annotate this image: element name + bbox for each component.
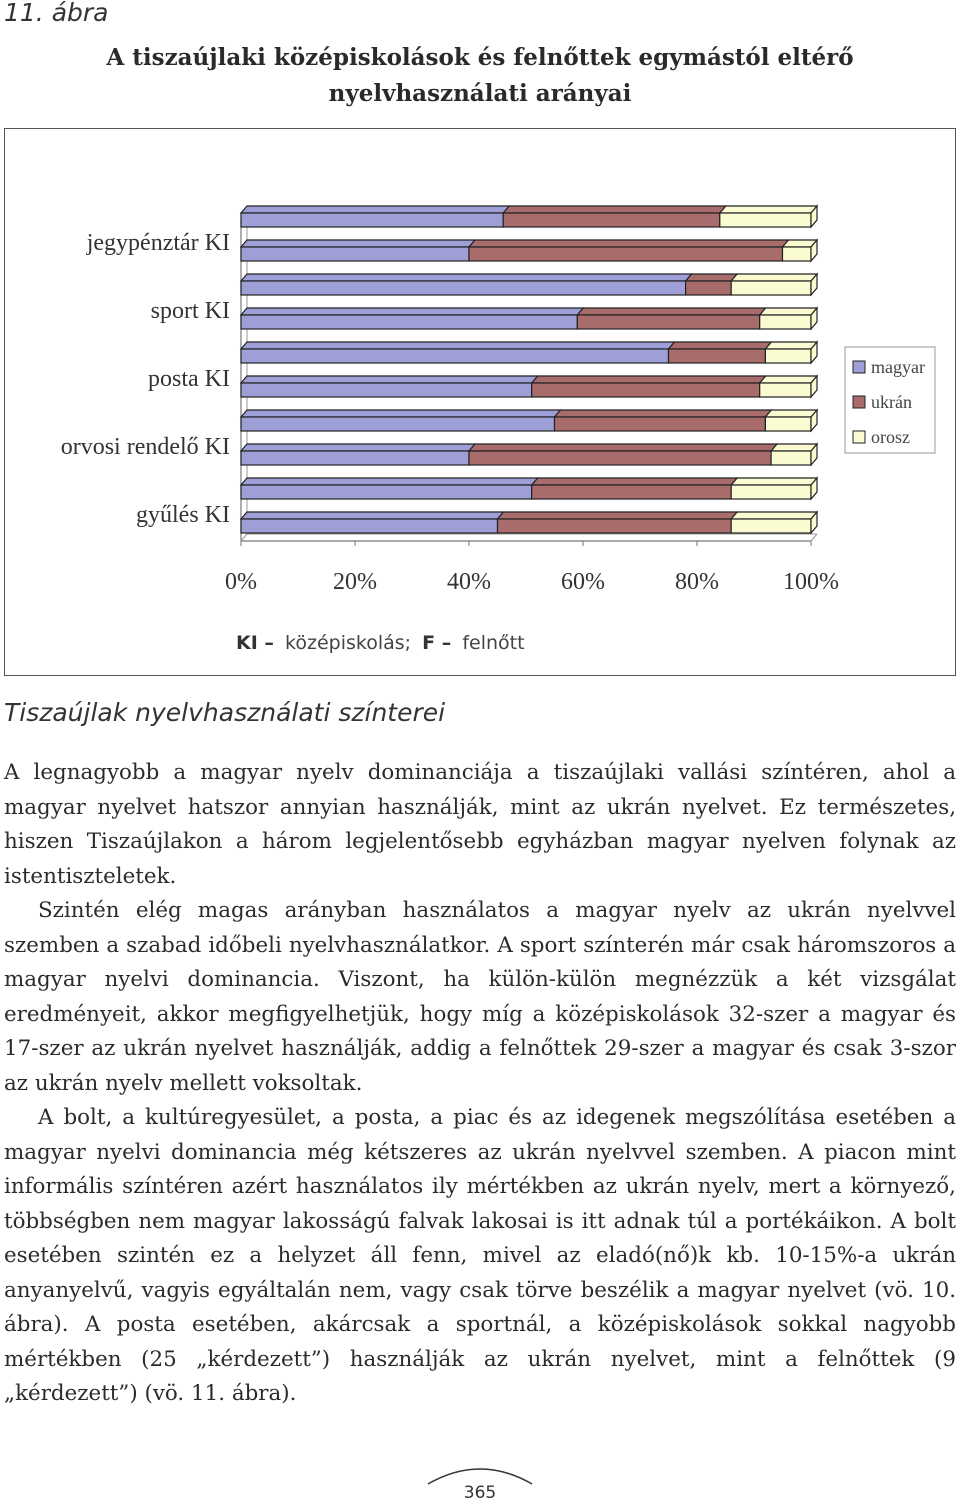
x-tick-label: 80% xyxy=(675,569,719,595)
bar-group xyxy=(241,444,817,465)
page-number: 365 xyxy=(463,1483,497,1503)
bar-segment xyxy=(731,281,811,295)
bar-top-face xyxy=(241,240,475,247)
paragraph-3: A bolt, a kultúregyesület, a posta, a piac és az idegenek megszólítása esetében a magyar nyelvi dominancia még kétszeres az ukrán nyelvvel szemben. A piacon mint informális színtéren azért használatos ily mértékben az ukrán nyelv, mert a környező, többségben nem magyar lakosságú falvak lakosai is itt adnak túl a portékáikon. A bolt esetében szintén ez a helyzet áll fenn, mivel az eladó(nő)k kb. 10-15%-a ukrán anyanyelvű, vagyis egyáltalán nem, vagy csak törve beszélik a magyar nyelvet (vö. 10. ábra). A posta esetében, akárcsak a sportnál, a középiskolások sokkal nagyobb mértékben (25 „kérdezett”) használják az ukrán nyelvet, mint a felnőttek (9 „kérdezett”) (vö. 11. ábra). xyxy=(4,1105,956,1406)
bar-segment xyxy=(555,417,766,431)
bar-segment xyxy=(241,315,577,329)
bar-group xyxy=(241,342,817,363)
bar-segment xyxy=(532,485,732,499)
bar-segment xyxy=(241,281,686,295)
wall-edge-right xyxy=(811,534,817,541)
body-text xyxy=(4,756,956,1412)
bar-segment xyxy=(731,485,811,499)
category-labels xyxy=(61,230,230,528)
figure-title-line-2: nyelvhasználati arányai xyxy=(328,80,632,107)
bar-top-face xyxy=(241,308,583,315)
bar-group xyxy=(241,376,817,397)
bar-top-face xyxy=(241,376,538,383)
bar-group xyxy=(241,206,817,227)
x-tick-label: 100% xyxy=(783,569,839,595)
legend-swatch xyxy=(853,361,865,373)
bar-top-face xyxy=(731,274,817,281)
bar-top-face xyxy=(731,512,817,519)
legend-swatch xyxy=(853,431,865,443)
bar-top-face xyxy=(241,410,561,417)
bar-top-face xyxy=(241,478,538,485)
legend-label: magyar xyxy=(871,357,925,377)
bar-segment xyxy=(532,383,760,397)
x-tick-label: 20% xyxy=(333,569,377,595)
category-label: gyűlés KI xyxy=(136,502,230,528)
bar-segment xyxy=(241,383,532,397)
x-tick-label: 60% xyxy=(561,569,605,595)
x-tick-label: 40% xyxy=(447,569,491,595)
figure-title xyxy=(0,40,960,112)
bar-top-face xyxy=(771,444,817,451)
bar-segment xyxy=(760,383,811,397)
bar-group xyxy=(241,478,817,499)
bar-top-face xyxy=(241,512,504,519)
bars xyxy=(241,206,817,533)
bar-group xyxy=(241,240,817,261)
bar-segment xyxy=(731,519,811,533)
bar-segment xyxy=(469,451,771,465)
bar-segment xyxy=(241,451,469,465)
bar-top-face xyxy=(241,444,475,451)
bar-top-face xyxy=(760,308,817,315)
bar-top-face xyxy=(686,274,738,281)
legend-label: orosz xyxy=(871,427,910,447)
bar-top-face xyxy=(555,410,772,417)
stacked-bar-chart xyxy=(5,129,955,675)
bar-segment xyxy=(669,349,766,363)
category-label: sport KI xyxy=(150,298,230,324)
bar-segment xyxy=(686,281,732,295)
bar-segment xyxy=(577,315,759,329)
note-ki-text: középiskolás; xyxy=(285,632,412,654)
bar-top-face xyxy=(765,410,817,417)
bar-segment xyxy=(241,417,555,431)
category-label: jegypénztár KI xyxy=(86,230,230,256)
bar-segment xyxy=(765,349,811,363)
bar-segment xyxy=(760,315,811,329)
bar-segment xyxy=(498,519,732,533)
bar-group xyxy=(241,512,817,533)
bar-group xyxy=(241,308,817,329)
paragraph-1: A legnagyobb a magyar nyelv dominanciája a tiszaújlaki vallási színtéren, ahol a magyar nyelvet hatszor annyian használják, mint az ukrán nyelvet. Ez természetes, hiszen Tiszaújlakon a három legjelentősebb egyházban magyar nyelven folynak az istentiszteletek. xyxy=(4,760,956,889)
section-title: Tiszaújlak nyelvhasználati színterei xyxy=(4,698,446,727)
chart-frame xyxy=(4,128,956,676)
bar-top-face xyxy=(241,206,509,213)
bar-segment xyxy=(241,349,669,363)
bar-top-face xyxy=(469,444,777,451)
bar-segment xyxy=(783,247,812,261)
category-label: orvosi rendelő KI xyxy=(60,434,230,460)
bar-top-face xyxy=(503,206,726,213)
svg-text:KI – középiskolás; xyxy=(236,632,525,654)
bar-top-face xyxy=(765,342,817,349)
legend-label: ukrán xyxy=(871,392,912,412)
figure-label: 11. ábra xyxy=(4,0,109,27)
bar-top-face xyxy=(532,478,738,485)
legend-swatch xyxy=(853,396,865,408)
bar-group xyxy=(241,274,817,295)
figure-title-line-1: A tiszaújlaki középiskolások és felnőttek egymástól eltérő xyxy=(106,44,854,71)
bar-top-face xyxy=(731,478,817,485)
bar-segment xyxy=(771,451,811,465)
bar-segment xyxy=(503,213,720,227)
paragraph-2: Szintén elég magas arányban használatos a magyar nyelv az ukrán nyelvvel szemben a szabad időbeli nyelvhasználatkor. A sport színterén már csak háromszoros a magyar nyelvi dominancia. Viszont, ha külön-külön megnézzük a két vizsgálat eredményeit, akkor megfigyelhetjük, hogy míg a középiskolások 32-szer a magyar és 17-szer az ukrán nyelvet használják, addig a felnőttek 29-szer a magyar és csak 3-szor az ukrán nyelv mellett voksoltak. xyxy=(4,898,956,1096)
x-axis-ticks xyxy=(225,541,839,595)
bar-top-face xyxy=(577,308,765,315)
note-f-key: F – xyxy=(422,632,452,654)
bar-top-face xyxy=(760,376,817,383)
bar-group xyxy=(241,410,817,431)
bar-segment xyxy=(720,213,811,227)
bar-segment xyxy=(241,247,469,261)
bar-top-face xyxy=(669,342,772,349)
bar-top-face xyxy=(241,274,692,281)
bar-segment xyxy=(241,519,498,533)
note-f-text: felnőtt xyxy=(462,632,525,654)
legend xyxy=(845,347,935,453)
x-tick-label: 0% xyxy=(225,569,257,595)
note-ki-key: KI – xyxy=(236,632,274,654)
category-label: posta KI xyxy=(148,366,230,392)
bar-top-face xyxy=(720,206,817,213)
bar-segment xyxy=(469,247,783,261)
bar-segment xyxy=(241,485,532,499)
bar-top-face xyxy=(498,512,738,519)
bar-segment xyxy=(765,417,811,431)
bar-top-face xyxy=(532,376,766,383)
wall-edge-bottom xyxy=(241,534,247,541)
bar-top-face xyxy=(469,240,789,247)
chart-note xyxy=(236,632,525,654)
bar-top-face xyxy=(241,342,675,349)
bar-segment xyxy=(241,213,503,227)
